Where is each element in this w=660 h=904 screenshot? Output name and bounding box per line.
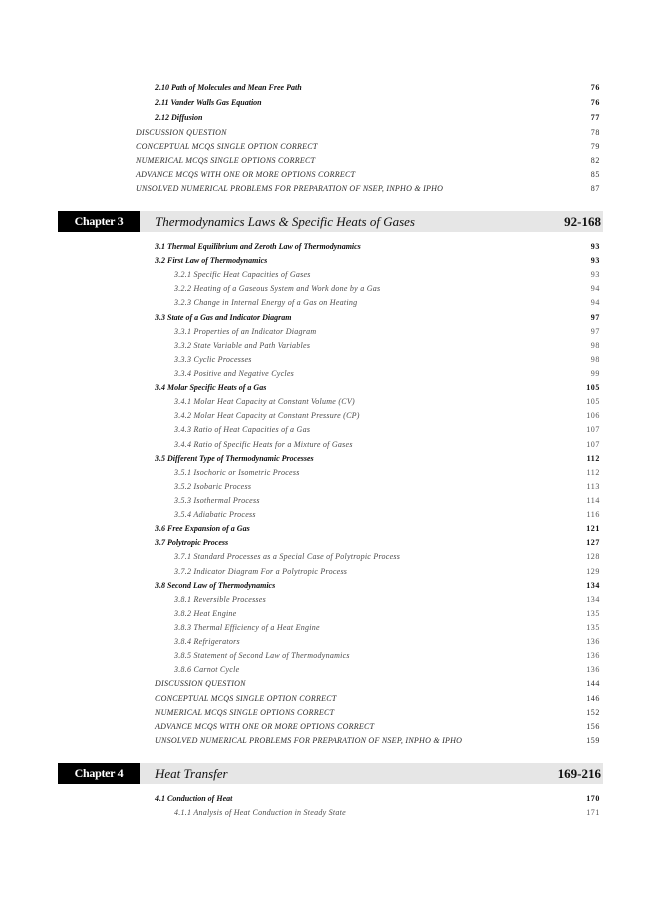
toc-entry-title: 3.8 Second Law of Thermodynamics — [155, 580, 276, 590]
toc-page-number: 136 — [586, 651, 600, 661]
toc-entry-title: 3.1 Thermal Equilibrium and Zeroth Law of Thermodynamics — [155, 242, 361, 251]
toc-page-number: 98 — [590, 354, 600, 364]
toc-page-number: 116 — [586, 510, 600, 520]
toc-entry-title: 3.2.3 Change in Internal Energy of a Gas on Heating — [174, 298, 358, 308]
toc-page-number: 85 — [590, 170, 600, 179]
toc-entry-extra[interactable] — [155, 721, 600, 733]
toc-entry-extra[interactable] — [155, 707, 600, 719]
toc-entry-title: ADVANCE MCQS WITH ONE OR MORE OPTIONS CORRECT — [136, 170, 356, 179]
chapter-3-header[interactable] — [58, 211, 603, 232]
toc-page-number: 129 — [586, 566, 600, 576]
toc-entry-sub[interactable] — [174, 368, 600, 380]
toc-page-number: 94 — [590, 298, 600, 308]
toc-page-number: 93 — [590, 256, 600, 266]
toc-entry-title: DISCUSSION QUESTION — [155, 679, 246, 689]
toc-page-number: 152 — [586, 707, 600, 717]
toc-entry-sub[interactable] — [174, 495, 600, 507]
toc-page-number: 107 — [586, 425, 600, 435]
toc-page-number: 105 — [586, 383, 600, 393]
toc-entry-section[interactable] — [155, 793, 600, 805]
toc-entry-section[interactable] — [155, 523, 600, 535]
toc-entry-sub[interactable] — [174, 650, 600, 662]
toc-entry-sub[interactable] — [174, 551, 600, 563]
toc-page-number: 114 — [586, 495, 600, 505]
toc-page-number: 121 — [586, 524, 600, 534]
toc-page-number: 76 — [590, 98, 600, 107]
toc-page-number: 136 — [586, 637, 600, 647]
toc-entry-title: DISCUSSION QUESTION — [136, 128, 227, 137]
toc-entry-title: 3.3.2 State Variable and Path Variables — [174, 340, 311, 350]
toc-entry-sub[interactable] — [174, 354, 600, 366]
toc-entry-title: 3.3.3 Cyclic Processes — [174, 354, 252, 364]
toc-entry-title: 4.1.1 Analysis of Heat Conduction in Steady State — [174, 808, 346, 817]
toc-entry-title: 3.2.2 Heating of a Gaseous System and Work done by a Gas — [174, 284, 381, 294]
toc-page-number: 113 — [586, 481, 600, 491]
toc-entry-sub[interactable] — [174, 340, 600, 352]
toc-page-number: 99 — [590, 368, 600, 378]
chapter-badge: Chapter 3 — [58, 211, 140, 232]
toc-entry-title: 3.3 State of a Gas and Indicator Diagram — [155, 312, 292, 322]
toc-entry-title: 3.7.1 Standard Processes as a Special Case of Polytropic Process — [174, 552, 401, 562]
toc-entry-sub[interactable] — [174, 269, 600, 281]
toc-page-number: 146 — [586, 693, 600, 703]
toc-entry-title: UNSOLVED NUMERICAL PROBLEMS FOR PREPARATION OF NSEP, INPHO & IPHO — [155, 735, 463, 745]
toc-extra-advance-mcqs[interactable] — [136, 169, 600, 181]
toc-page-number: 87 — [590, 184, 600, 193]
toc-entry-sub[interactable] — [174, 622, 600, 634]
chapter-page-range: 92-168 — [564, 214, 601, 229]
toc-entry-sub[interactable] — [174, 509, 600, 521]
toc-entry-sub[interactable] — [174, 297, 600, 309]
toc-entry-title: NUMERICAL MCQS SINGLE OPTIONS CORRECT — [155, 707, 335, 717]
toc-extra-numerical-mcqs[interactable] — [136, 155, 600, 167]
toc-entry-title: 2.10 Path of Molecules and Mean Free Path — [155, 83, 302, 92]
toc-entry-title: 3.2.1 Specific Heat Capacities of Gases — [174, 270, 311, 280]
toc-entry-title: 3.3.4 Positive and Negative Cycles — [174, 368, 295, 378]
toc-entry-title: 3.4.2 Molar Heat Capacity at Constant Pressure (CP) — [174, 411, 360, 421]
toc-entry-sub[interactable] — [174, 410, 600, 422]
toc-entry-section[interactable] — [155, 382, 600, 394]
toc-entry-sub[interactable] — [174, 608, 600, 620]
toc-entry-title: 3.8.4 Refrigerators — [174, 637, 240, 647]
toc-entry-sub[interactable] — [174, 424, 600, 436]
toc-entry-sub[interactable] — [174, 467, 600, 479]
toc-entry-sub[interactable] — [174, 396, 600, 408]
toc-entry-title: 3.7 Polytropic Process — [155, 538, 229, 548]
toc-page-number: 135 — [586, 622, 600, 632]
toc-entry-title: 3.5.3 Isothermal Process — [174, 495, 260, 505]
toc-entry-title: 3.5.1 Isochoric or Isometric Process — [174, 467, 300, 477]
toc-entry-title: 3.4.3 Ratio of Heat Capacities of a Gas — [174, 425, 311, 435]
toc-page-number: 144 — [586, 679, 600, 689]
toc-entry-section[interactable] — [155, 453, 600, 465]
toc-page-number: 97 — [590, 326, 600, 336]
toc-page-number: 127 — [586, 538, 600, 548]
toc-page-number: 98 — [590, 340, 600, 350]
toc-page-number: 128 — [586, 552, 600, 562]
toc-extra-unsolved-problems[interactable] — [136, 183, 600, 195]
toc-page-number: 77 — [590, 113, 600, 122]
chapter-page-range: 169-216 — [557, 766, 601, 781]
toc-entry-title: CONCEPTUAL MCQS SINGLE OPTION CORRECT — [136, 142, 318, 151]
toc-page-number: 107 — [586, 439, 600, 449]
toc-entry-title: 3.3.1 Properties of an Indicator Diagram — [174, 326, 317, 336]
toc-section-2-10[interactable] — [155, 82, 600, 94]
toc-entry-sub[interactable] — [174, 481, 600, 493]
toc-entry-sub[interactable] — [174, 326, 600, 338]
chapter-title: Thermodynamics Laws & Specific Heats of Gases — [155, 214, 415, 229]
toc-page-number: 106 — [586, 411, 600, 421]
toc-entry-section[interactable] — [155, 312, 600, 324]
toc-entry-sub[interactable] — [174, 566, 600, 578]
toc-page-number: 159 — [586, 735, 600, 745]
toc-entry-title: 3.8.5 Statement of Second Law of Thermodynamics — [174, 651, 350, 661]
toc-page-number: 134 — [586, 580, 600, 590]
toc-entry-title: 3.6 Free Expansion of a Gas — [155, 524, 250, 534]
toc-entry-title: 2.11 Vander Walls Gas Equation — [155, 98, 262, 107]
toc-page-number: 93 — [590, 242, 600, 251]
toc-page-number: 156 — [586, 721, 600, 731]
toc-entry-extra[interactable] — [155, 693, 600, 705]
toc-entry-title: 3.4.4 Ratio of Specific Heats for a Mixture of Gases — [174, 439, 353, 449]
toc-entry-sub[interactable] — [174, 594, 600, 606]
toc-entry-title: CONCEPTUAL MCQS SINGLE OPTION CORRECT — [155, 693, 337, 703]
toc-page-number: 94 — [590, 284, 600, 294]
chapter-4-header[interactable] — [58, 763, 603, 784]
toc-page-number: 171 — [586, 808, 600, 817]
toc-entry-title: 3.5.2 Isobaric Process — [174, 481, 252, 491]
toc-entry-section[interactable] — [155, 255, 600, 267]
toc-entry-title: 3.5.4 Adiabatic Process — [174, 510, 256, 520]
toc-entry-sub[interactable] — [174, 807, 600, 819]
toc-page-number: 112 — [586, 453, 600, 463]
toc-page-number: 76 — [590, 83, 600, 92]
toc-entry-title: 3.8.3 Thermal Efficiency of a Heat Engine — [174, 622, 320, 632]
toc-entry-title: NUMERICAL MCQS SINGLE OPTIONS CORRECT — [136, 156, 316, 165]
toc-page-number: 93 — [590, 270, 600, 280]
toc-entry-title: 3.8.2 Heat Engine — [174, 608, 237, 618]
toc-page-number: 78 — [590, 128, 600, 137]
toc-page-number: 112 — [586, 467, 600, 477]
toc-entry-title: 3.2 First Law of Thermodynamics — [155, 256, 268, 266]
toc-entry-sub[interactable] — [174, 664, 600, 676]
chapter-badge: Chapter 4 — [58, 763, 140, 784]
toc-entry-title: 3.4.1 Molar Heat Capacity at Constant Volume (CV) — [174, 397, 355, 407]
toc-page-number: 136 — [586, 665, 600, 675]
toc-entry-sub[interactable] — [174, 283, 600, 295]
toc-entry-section[interactable] — [155, 537, 600, 549]
toc-entry-extra[interactable] — [155, 735, 600, 747]
toc-entry-title: 2.12 Diffusion — [155, 113, 203, 122]
toc-entry-sub[interactable] — [174, 439, 600, 451]
toc-page-number: 170 — [586, 794, 600, 803]
toc-entry-title: 3.7.2 Indicator Diagram For a Polytropic Process — [174, 566, 348, 576]
toc-page-number: 135 — [586, 608, 600, 618]
toc-page-number: 82 — [590, 156, 600, 165]
toc-entry-title: 3.8.1 Reversible Processes — [174, 594, 266, 604]
toc-page-number: 105 — [586, 397, 600, 407]
toc-page-number: 134 — [586, 594, 600, 604]
toc-entry-extra[interactable] — [155, 678, 600, 690]
chapter-title: Heat Transfer — [155, 766, 228, 781]
toc-section-2-12[interactable] — [155, 112, 600, 124]
toc-entry-title: 3.8.6 Carnot Cycle — [174, 665, 240, 675]
toc-entry-title: 4.1 Conduction of Heat — [155, 794, 233, 803]
toc-page-number: 97 — [590, 312, 600, 322]
toc-entry-title: 3.5 Different Type of Thermodynamic Processes — [155, 453, 314, 463]
toc-section-2-11[interactable] — [155, 97, 600, 109]
toc-entry-sub[interactable] — [174, 636, 600, 648]
toc-extra-conceptual-mcqs[interactable] — [136, 141, 600, 153]
toc-extra-discussion[interactable] — [136, 127, 600, 139]
toc-entry-section[interactable] — [155, 241, 600, 253]
toc-page-number: 79 — [590, 142, 600, 151]
toc-entry-title: UNSOLVED NUMERICAL PROBLEMS FOR PREPARATION OF NSEP, INPHO & IPHO — [136, 184, 444, 193]
toc-entry-title: 3.4 Molar Specific Heats of a Gas — [155, 383, 267, 393]
toc-entry-section[interactable] — [155, 580, 600, 592]
toc-entry-title: ADVANCE MCQS WITH ONE OR MORE OPTIONS CORRECT — [155, 721, 375, 731]
